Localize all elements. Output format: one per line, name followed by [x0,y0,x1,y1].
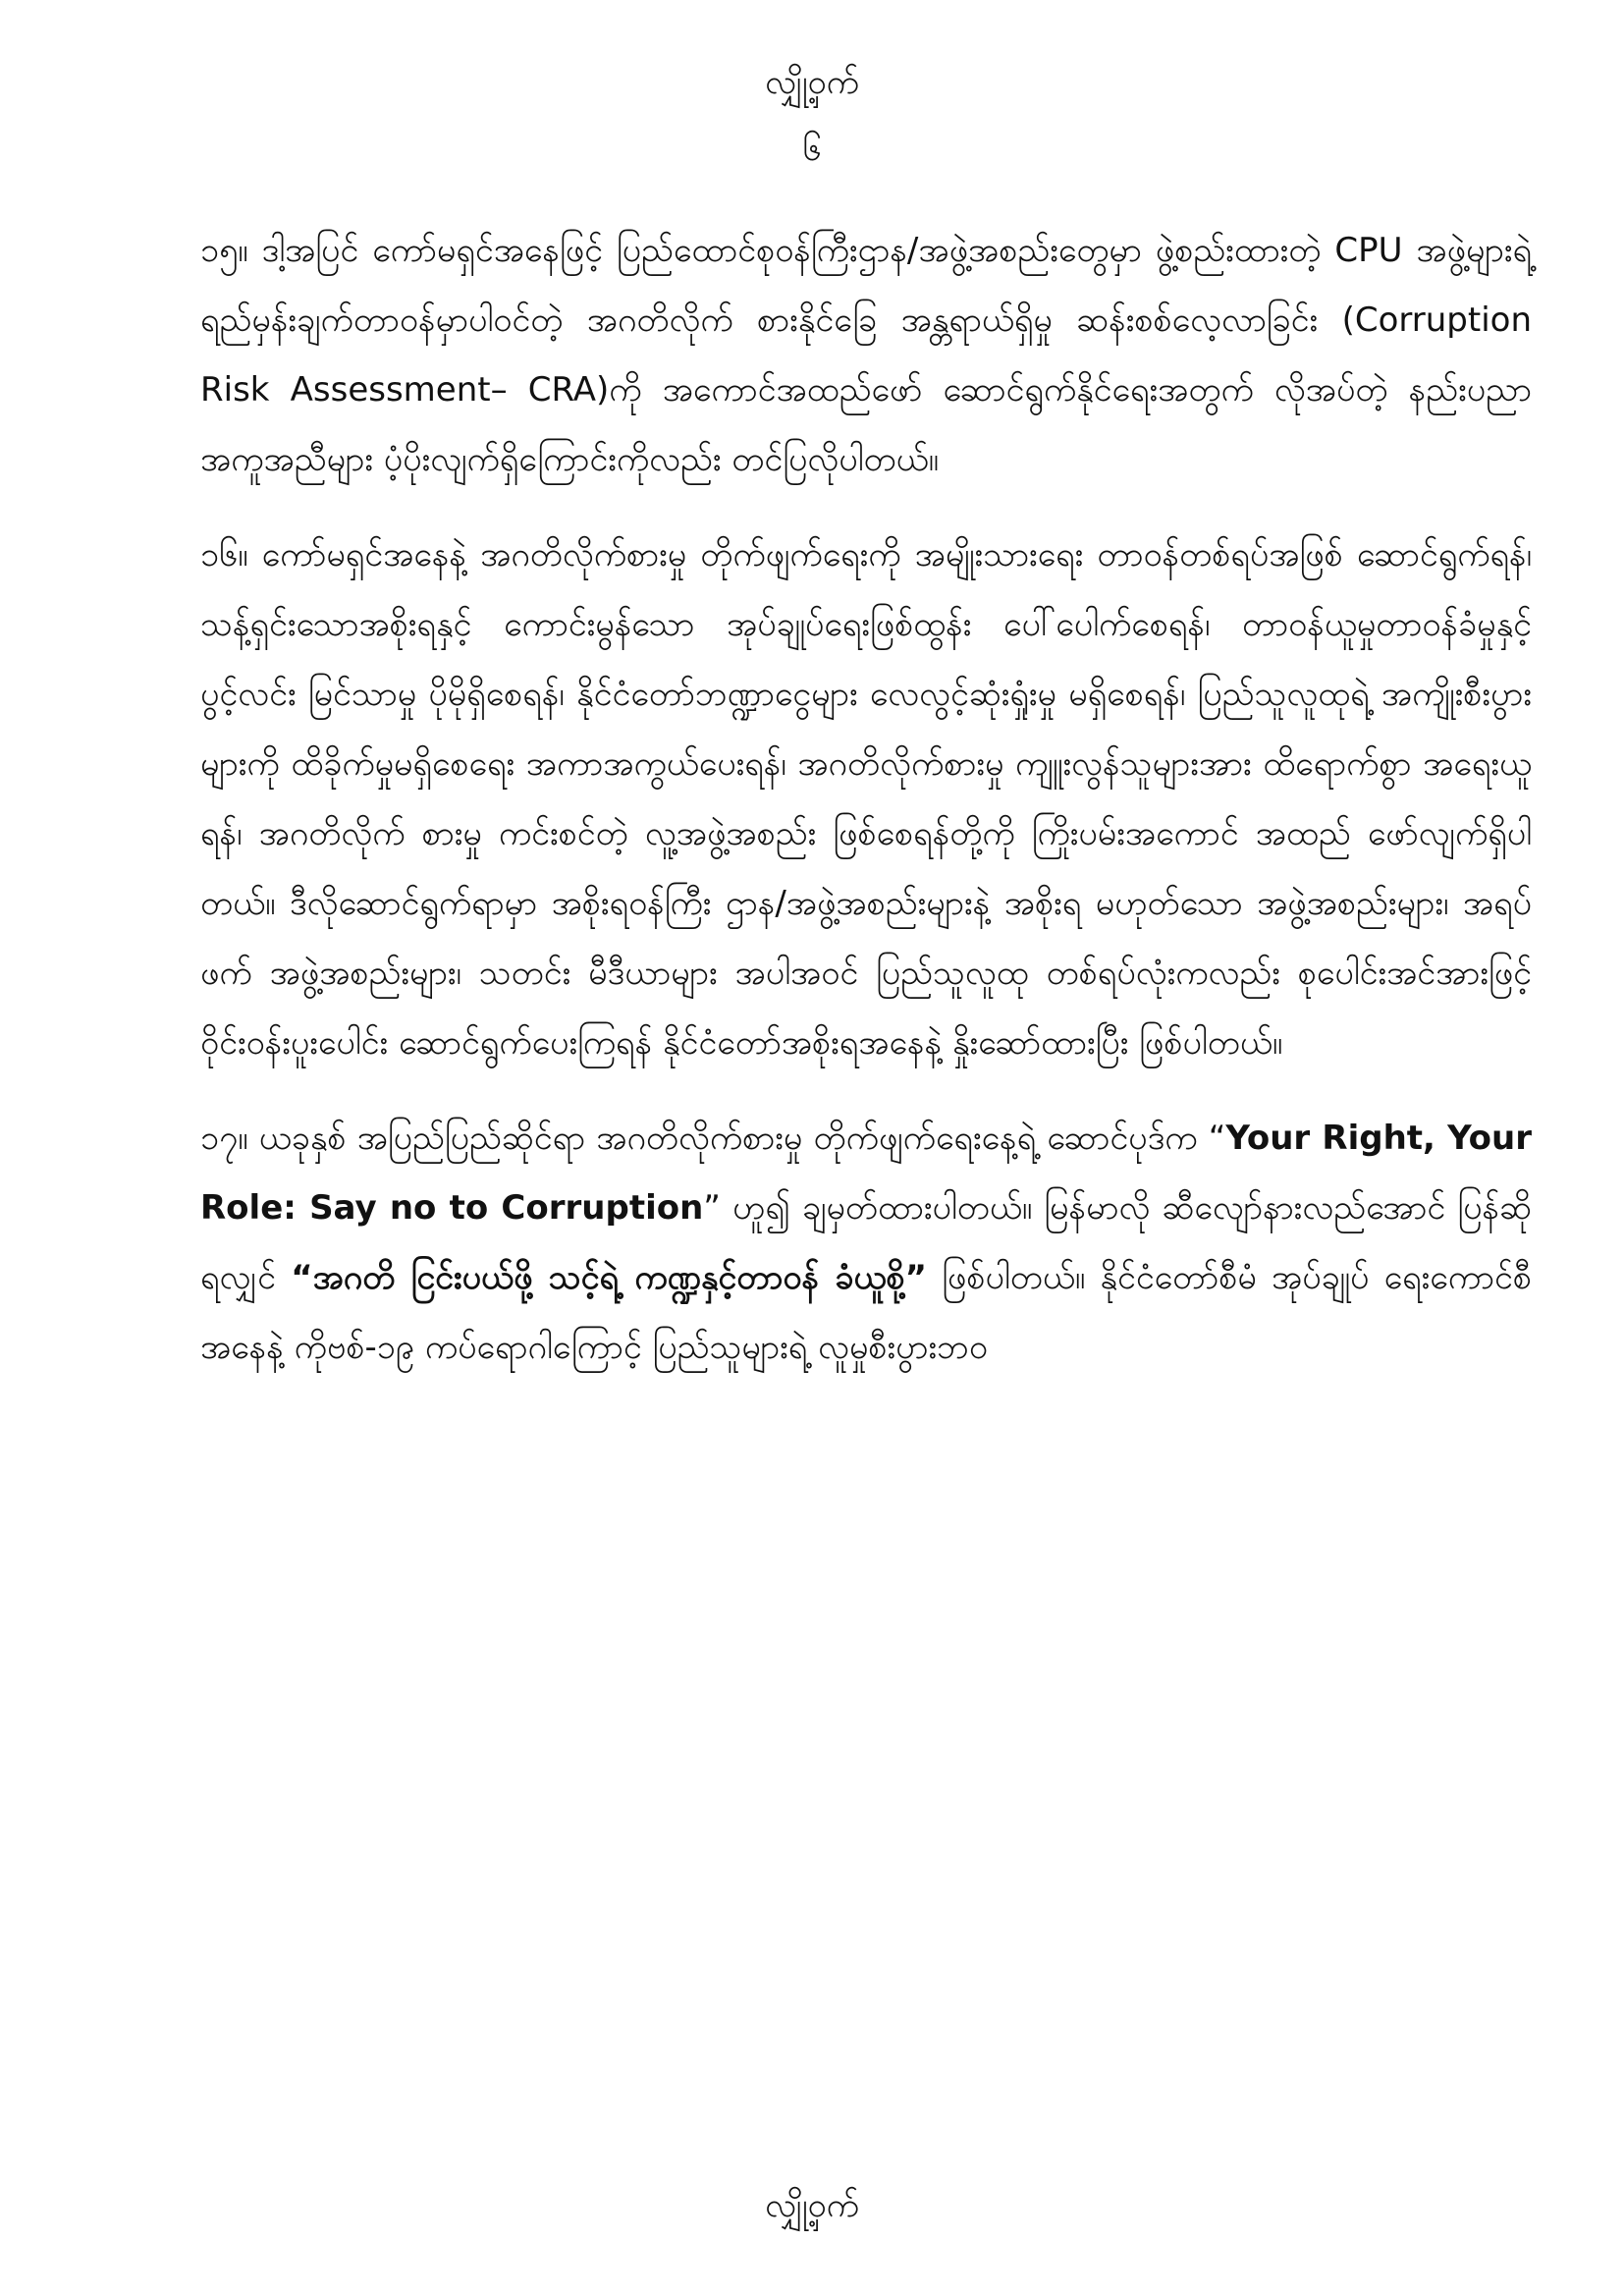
confidential-footer: လျှို့ဝှက် [765,2186,859,2225]
confidential-header: လျှို့ဝှက် [765,63,859,102]
paragraph-17-middle: ” ဟူ၍ ချမှတ်ထားပါတယ်။ မြန်မာလို ဆီလျော်နားလည်အောင် ပြန်ဆိုရလျှင် [200,1188,1532,1297]
paragraph-17-intro: ၁၇။ ယခုနှစ် အပြည်ပြည်ဆိုင်ရာ အဂတိလိုက်စားမှု တိုက်ဖျက်ရေးနေ့ရဲ့ ဆောင်ပုဒ်က “ [200,1119,1226,1158]
paragraph-16: ၁၆။ ကော်မရှင်အနေနဲ့ အဂတိလိုက်စားမှု တိုက်ဖျက်ရေးကို အမျိုးသားရေး တာဝန်တစ်ရပ်အဖြစ် ဆောင်ရွက်ရန်၊ သန့်ရှင်းသောအစိုးရနှင့် ကောင်းမွန်သော အုပ်ချုပ်ရေးဖြစ်ထွန်း ပေါ်ပေါက်စေရန်၊ တာဝန်ယူမှုတာဝန်ခံမှုနှင့် ပွင့်လင်း မြင်သာမှု ပိုမိုရှိစေရန်၊ နိုင်ငံတော်ဘဏ္ဍာငွေများ လေလွင့်ဆုံးရှုံးမှု မရှိစေရန်၊ ပြည်သူလူထုရဲ့ အကျိုးစီးပွားများကို ထိခိုက်မှုမရှိစေရေး အကာအကွယ်ပေးရန်၊ အဂတိလိုက်စားမှု ကျူးလွန်သူများအား ထိရောက်စွာ အရေးယူရန်၊ အဂတိလိုက် စားမှု ကင်းစင်တဲ့ လူ့အဖွဲ့အစည်း ဖြစ်စေရန်တို့ကို ကြိုးပမ်းအကောင် အထည် ဖော်လျက်ရှိပါတယ်။ ဒီလိုဆောင်ရွက်ရာမှာ အစိုးရဝန်ကြီး ဌာန/အဖွဲ့အစည်းများနဲ့ အစိုးရ မဟုတ်သော အဖွဲ့အစည်းများ၊ အရပ်ဖက် အဖွဲ့အစည်းများ၊ သတင်း မီဒီယာများ အပါအဝင် ပြည်သူလူထု တစ်ရပ်လုံးကလည်း စုပေါင်းအင်အားဖြင့် ဝိုင်းဝန်းပူးပေါင်း ဆောင်ရွက်ပေးကြရန် နိုင်ငံတော်အစိုးရအနေနဲ့ နှိုးဆော်ထားပြီး ဖြစ်ပါတယ်။ [200,535,1532,1063]
page-number: ၆ [802,130,822,169]
document-body [200,216,1532,1408]
paragraph-15: ၁၅။ ဒါ့အပြင် ကော်မရှင်အနေဖြင့် ပြည်ထောင်စုဝန်ကြီးဌာန/အဖွဲ့အစည်းတွေမှာ ဖွဲ့စည်းထားတဲ့ CPU အဖွဲ့များရဲ့ ရည်မှန်းချက်တာဝန်မှာပါဝင်တဲ့ အဂတိလိုက် စားနိုင်ခြေ အန္တရာယ်ရှိမှု ဆန်းစစ်လေ့လာခြင်း (Corruption Risk Assessment– CRA)ကို အကောင်အထည်ဖော် ဆောင်ရွက်နိုင်ရေးအတွက် လိုအပ်တဲ့ နည်းပညာ အကူအညီများ ပံ့ပိုးလျက်ရှိကြောင်းကိုလည်း တင်ပြလိုပါတယ်။ [200,231,1532,479]
slogan-english: Your Right, Your Role: Say no to Corruption [200,1119,1532,1228]
paragraph-17-rest: ဖြစ်ပါတယ်။ နိုင်ငံတော်စီမံ အုပ်ချုပ် ရေးကောင်စီအနေနဲ့ ကိုဗစ်-၁၉ ကပ်ရောဂါကြောင့် ပြည်သူများရဲ့ လူမှုစီးပွားဘဝ [200,1258,1532,1367]
slogan-myanmar: “အဂတိ ငြင်းပယ်ဖို့ သင့်ရဲ့ ကဏ္ဍနှင့်တာဝန် ခံယူစို့” [291,1258,927,1297]
paragraph-17 [200,1104,1532,1383]
